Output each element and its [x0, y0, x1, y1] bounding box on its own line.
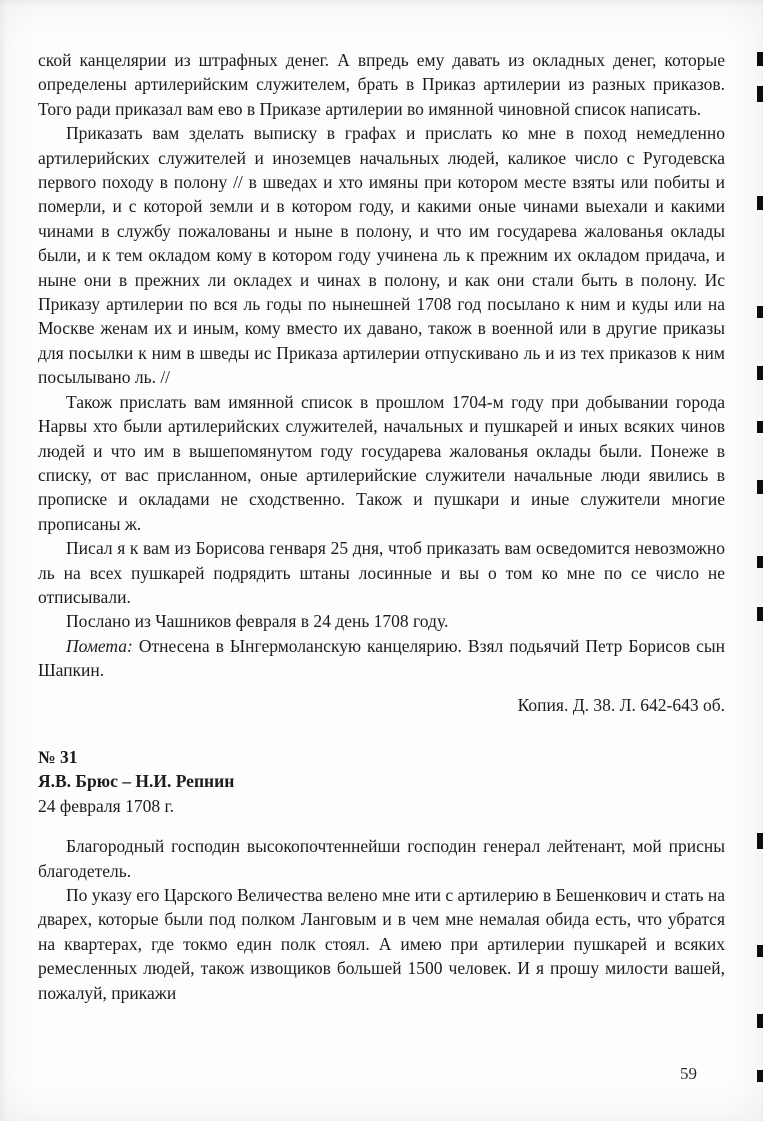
body-paragraph-continuation: ской канцелярии из штрафных денег. А впредь ему давать из окладных денег, которые определены артилерийским служителем, брать в Приказ артилерии из разных приказов. Того ради приказал вам ево в Приказе артилерии во имянной чиновной список написать. — [38, 50, 725, 119]
scan-artifact-mark — [757, 1070, 763, 1082]
letter-header — [38, 745, 725, 818]
page-number: 59 — [680, 1064, 697, 1083]
pometa-paragraph — [38, 634, 725, 683]
scan-artifact-mark — [757, 421, 763, 433]
scan-artifact-mark — [757, 306, 763, 318]
body-paragraph: Також прислать вам имянной список в прошлом 1704-м году при добывании города Нарвы хто были артилерийских служителей, начальных и пушкарей и иных всяких чинов людей и что им в вышепомянутом году государева жалованья оклады были. Понеже в списку, от вас присланном, оные артилерийские служители начальные люди явились в прописке и окладами не сходственно. Також и пушкари и иные служители многие прописаны ж. — [38, 391, 725, 534]
pometa-text: Отнесена в Ынгермоланскую канцелярию. Взял подьячий Петр Борисов сын Шапкин. — [38, 635, 725, 681]
scan-artifact-mark — [757, 480, 763, 494]
text-block — [38, 48, 725, 1005]
archive-reference: Копия. Д. 38. Л. 642-643 об. — [517, 694, 725, 715]
scan-artifact-mark — [757, 86, 763, 102]
letter-date: 24 февраля 1708 г. — [38, 795, 175, 816]
body-paragraph: По указу его Царского Величества велено мне ити с артилерию в Бешенкович и стать на дварех, которые были под полком Ланговым и в чем мне немалая обида есть, что убратся на квартерах, где токмо един полк стоял. А имею при артилерии пушкарей и всяких ремесленных людей, також извощиков большей 1500 человек. И я прошу милости вашей, пожалуй, прикажи — [38, 885, 725, 1003]
scan-artifact-mark — [757, 196, 763, 210]
scan-artifact-mark — [757, 1014, 763, 1028]
dispatch-line: Послано из Чашников февраля в 24 день 1708 году. — [66, 611, 449, 632]
body-paragraph: Приказать вам зделать выписку в графах и прислать ко мне в поход немедленно артилерийских служителей и иноземцев начальных людей, каликое число с Ругодевска первого походу в полону // в шведах и хто имяны при котором месте взяты или побиты и померли, и с которой земли и в котором году, и какими оные чинами выехали и какими чинами в службу пожалованы и ныне в полону, и что им государева жалованья оклады были, и к тем окладом кому в котором году учинена ль к прежним их окладом придача, и ныне они в прежних ли окладех и чинах в полону, и как они стали быть в полону. Ис Приказу артилерии по вся ль годы по нынешней 1708 год посылано к ним и куды или на Москве женам их и иным, кому вместо их давано, також в военной или в другие приказы для посылки к ним в шведы ис Приказа артилерии отпускивано ль и из тех приказов к ним посылывано ль. // — [38, 123, 725, 388]
scan-artifact-mark — [757, 52, 763, 66]
scan-artifact-mark — [757, 607, 763, 621]
pometa-label: Помета: — [66, 635, 133, 656]
scan-artifact-mark — [757, 366, 763, 380]
letter-number: № 31 — [38, 746, 78, 767]
salutation-paragraph: Благородный господин высокопочтеннейши господин генерал лейтенант, мой присны благодетель. — [38, 836, 725, 881]
scan-artifact-mark — [757, 945, 763, 957]
body-paragraph: Писал я к вам из Борисова генваря 25 дня, чтоб приказать вам осведомится невозможно ль на всех пушкарей подрядить штаны лосинные и вы о том ко мне по се число не отписывали. — [38, 538, 725, 607]
letter-title: Я.В. Брюс – Н.И. Репнин — [38, 771, 235, 792]
scan-artifact-mark — [757, 833, 763, 849]
scan-artifact-mark — [757, 556, 763, 568]
